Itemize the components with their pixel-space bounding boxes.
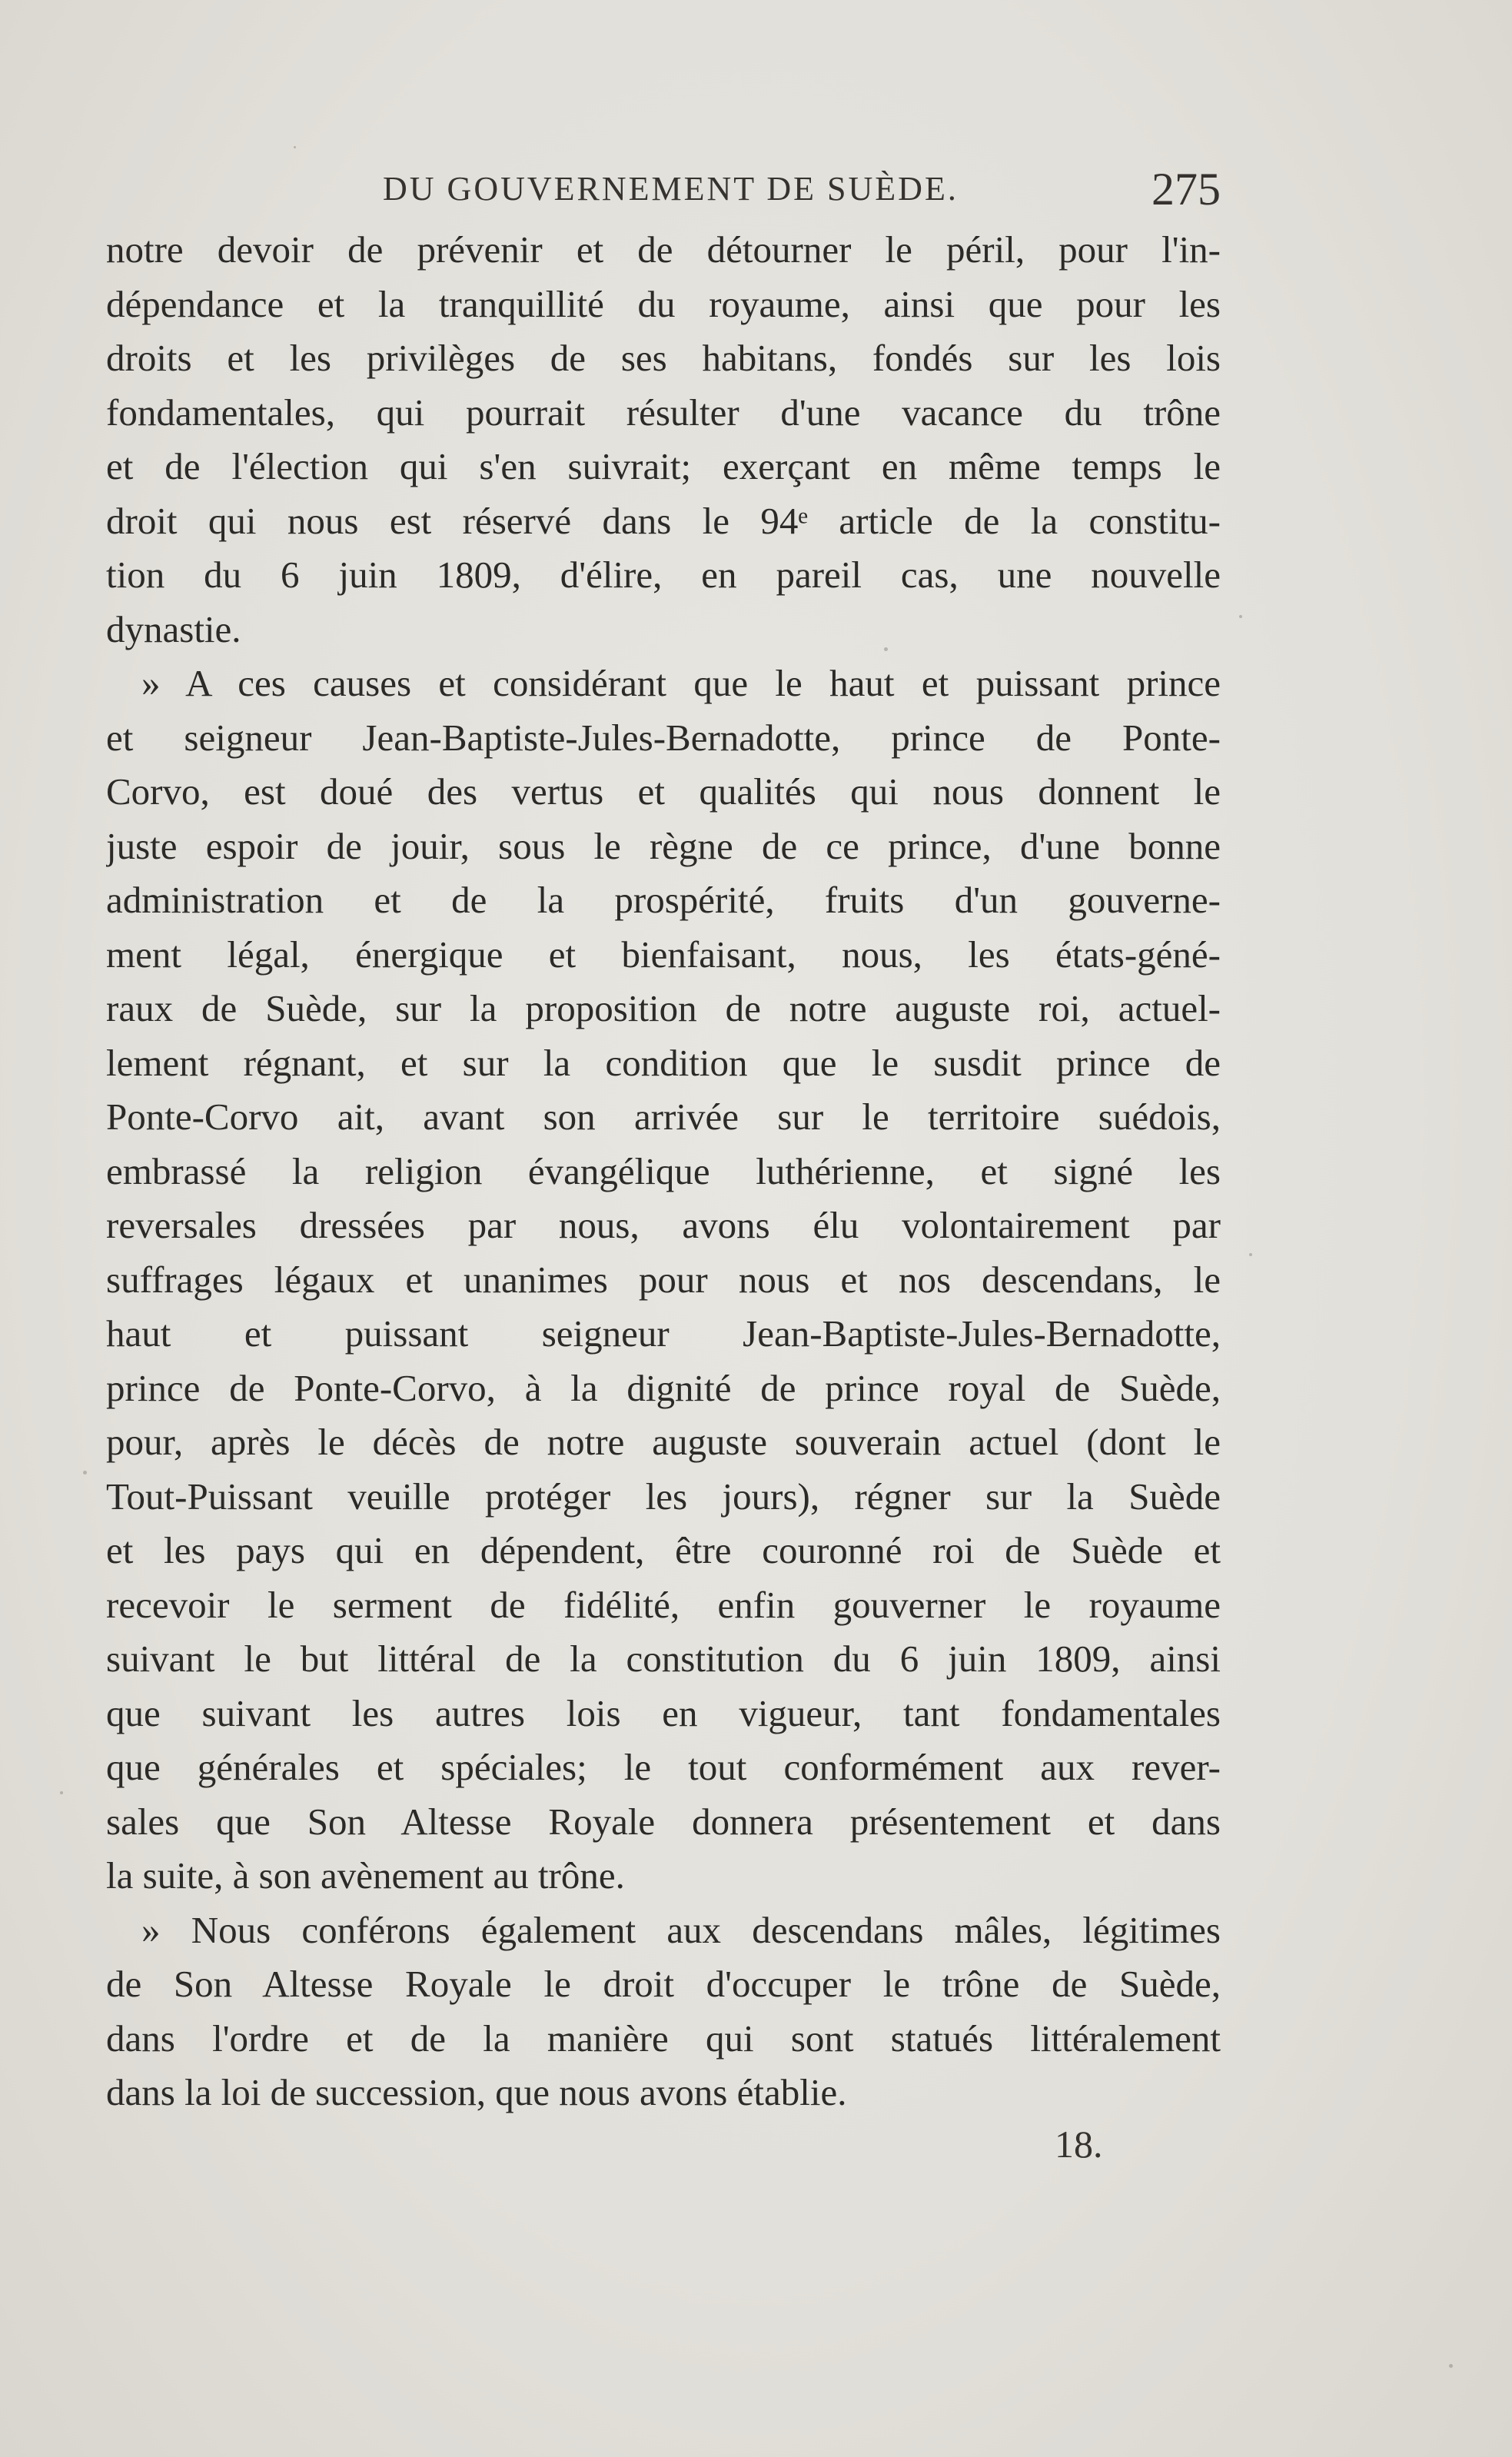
text-line: de Son Altesse Royale le droit d'occuper le trône de Suède, — [106, 1963, 1221, 2005]
text-line: embrassé la religion évangélique luthérienne, et signé les — [106, 1149, 1221, 1192]
paper-speck — [884, 647, 888, 651]
text-line: recevoir le serment de fidélité, enfin gouverner le royaume — [106, 1583, 1221, 1626]
page-header — [106, 163, 1221, 217]
text-line: la suite, à son avènement au trône. — [106, 1854, 625, 1897]
text-line: fondamentales, qui pourrait résulter d'une vacance du trône — [106, 391, 1221, 434]
paper-speck — [1249, 1253, 1252, 1256]
text-line: pour, après le décès de notre auguste souverain actuel (dont le — [106, 1421, 1221, 1463]
running-title: DU GOUVERNEMENT DE SUÈDE. — [383, 170, 959, 208]
text-line: juste espoir de jouir, sous le règne de ce prince, d'une bonne — [106, 824, 1221, 867]
text-line: prince de Ponte-Corvo, à la dignité de prince royal de Suède, — [106, 1366, 1221, 1409]
text-line: » Nous conférons également aux descendans mâles, légitimes — [141, 1908, 1221, 1951]
text-line: ment légal, énergique et bienfaisant, nous, les états-géné- — [106, 933, 1221, 976]
text-line: suivant le but littéral de la constitution du 6 juin 1809, ainsi — [106, 1637, 1221, 1680]
text-line: et les pays qui en dépendent, être couronné roi de Suède et — [106, 1529, 1221, 1571]
text-line: Tout-Puissant veuille protéger les jours), régner sur la Suède — [106, 1475, 1221, 1518]
page-number: 275 — [1151, 164, 1221, 214]
text-line: notre devoir de prévenir et de détourner le péril, pour l'in- — [106, 228, 1221, 271]
text-line: raux de Suède, sur la proposition de notre auguste roi, actuel- — [106, 987, 1221, 1029]
signature-mark: 18. — [1055, 2123, 1103, 2166]
paper-speck — [60, 1791, 63, 1794]
text-line: » A ces causes et considérant que le haut et puissant prince — [141, 662, 1221, 704]
text-line: tion du 6 juin 1809, d'élire, en pareil cas, une nouvelle — [106, 554, 1221, 596]
text-line: que générales et spéciales; le tout conformément aux rever- — [106, 1746, 1221, 1788]
text-line: reversales dressées par nous, avons élu volontairement par — [106, 1204, 1221, 1246]
paper-speck — [1449, 2364, 1453, 2368]
text-line: Ponte-Corvo ait, avant son arrivée sur le territoire suédois, — [106, 1096, 1221, 1138]
text-line: sales que Son Altesse Royale donnera présentement et dans — [106, 1800, 1221, 1843]
text-line: et seigneur Jean-Baptiste-Jules-Bernadotte, prince de Ponte- — [106, 716, 1221, 759]
text-line: administration et de la prospérité, fruits d'un gouverne- — [106, 879, 1221, 921]
text-line: droit qui nous est réservé dans le 94ᵉ article de la constitu- — [106, 499, 1221, 542]
text-line: haut et puissant seigneur Jean-Baptiste-Jules-Bernadotte, — [106, 1312, 1221, 1355]
text-line: dans la loi de succession, que nous avons établie. — [106, 2071, 847, 2113]
text-line: et de l'élection qui s'en suivrait; exerçant en même temps le — [106, 445, 1221, 487]
paper-speck — [83, 1471, 87, 1475]
text-line: dans l'ordre et de la manière qui sont statués littéralement — [106, 2016, 1221, 2060]
text-line: dynastie. — [106, 607, 241, 650]
text-line: suffrages légaux et unanimes pour nous et nos descendans, le — [106, 1258, 1221, 1301]
paper-speck — [294, 146, 296, 148]
text-line: dépendance et la tranquillité du royaume, ainsi que pour les — [106, 282, 1221, 325]
text-line: lement régnant, et sur la condition que le susdit prince de — [106, 1041, 1221, 1084]
text-line: que suivant les autres lois en vigueur, tant fondamentales — [106, 1691, 1221, 1734]
text-line: droits et les privilèges de ses habitans, fondés sur les lois — [106, 337, 1221, 379]
text-line: Corvo, est doué des vertus et qualités qui nous donnent le — [106, 770, 1221, 813]
paper-speck — [1239, 615, 1242, 618]
body-text — [106, 223, 1221, 2120]
